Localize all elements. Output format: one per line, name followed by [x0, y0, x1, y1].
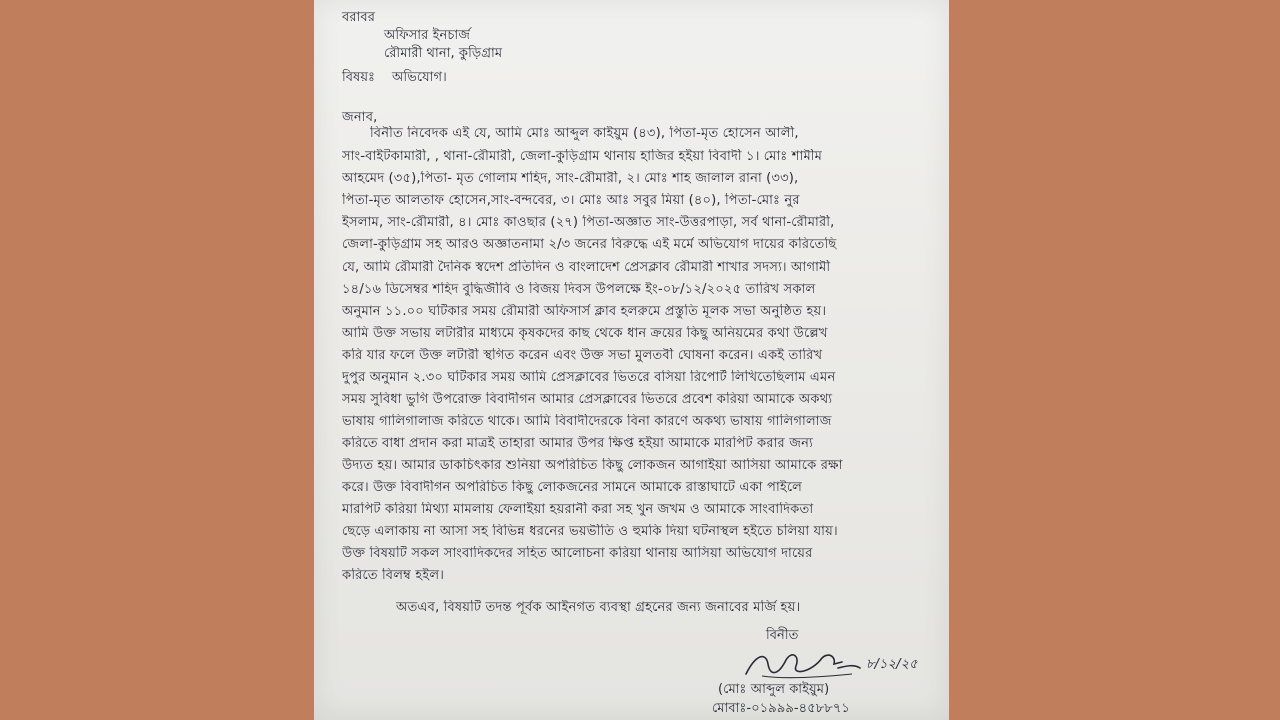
body-line: উদ্যত হয়। আমার ডাকচিৎকার শুনিয়া অপরিচিত কিছু লোকজন আগাইয়া আসিয়া আমাকে রক্ষা — [342, 458, 843, 473]
body-line: সময় সুবিধা ভুগি উপরোক্ত বিবাদীগন আমার প্রেসক্লাবের ভিতরে প্রবেশ করিয়া আমাকে অকথ্য — [342, 392, 833, 407]
signature-date: ৮/১২/২৫ — [866, 657, 918, 672]
background-left-panel — [0, 0, 314, 720]
body-line: সাং-বাইটকামারী, , থানা-রৌমারী, জেলা-কুড়িগ্রাম থানায় হাজির হইয়া বিবাদী ১। মোঃ শামীম — [342, 149, 823, 164]
subject-label: বিষয়ঃ — [342, 70, 376, 85]
greeting: জনাব, — [342, 110, 378, 125]
background-right-panel — [949, 0, 1280, 720]
body-line: জেলা-কুড়িগ্রাম সহ আরও অজ্ঞাতনামা ২/৩ জনের বিরুদ্ধে এই মর্মে অভিযোগ দায়ের করিতেছি — [342, 237, 837, 252]
body-line: ইসলাম, সাং-রৌমারী, ৪। মোঃ কাওছার (২৭) পিতা-অজ্ঞাত সাং-উত্তরপাড়া, সর্ব থানা-রৌমারী, — [342, 215, 835, 230]
body-line: উক্ত বিষয়টি সকল সাংবাদিকদের সহিত আলোচনা করিয়া থানায় আসিয়া অভিযোগ দায়ের — [342, 546, 813, 561]
body-line: ভাষায় গালিগালাজ করিতে থাকে। আমি বিবাদীদেরকে বিনা কারণে অকথ্য ভাষায় গালিগালাজ — [342, 414, 832, 429]
salutation-to: বরাবর — [342, 10, 375, 25]
signer-mobile: মোবাঃ-০১৯৯৯-৪৫৮৮৭১ — [712, 701, 850, 716]
body-line: অনুমান ১১.০০ ঘটিকার সময় রৌমারী অফিসার্স ক্লাব হলরুমে প্রস্তুতি মূলক সভা অনুষ্ঠিত হয়। — [342, 304, 827, 319]
body-line: আমি উক্ত সভায় লটারীর মাধ্যমে কৃষকদের কাছ থেকে ধান ক্রয়ের কিছু অনিয়মের কথা উল্লেখ — [342, 326, 828, 341]
recipient-address: রৌমারী থানা, কুড়িগ্রাম — [384, 46, 503, 61]
yours-faithfully: বিনীত — [766, 628, 799, 643]
recipient-title: অফিসার ইনচার্জ — [384, 28, 470, 43]
body-line: আহমেদ (৩৫),পিতা- মৃত গোলাম শহিদ, সাং-রৌমারী, ২। মোঃ শাহ জালাল রানা (৩৩), — [342, 171, 799, 186]
closing-request: অতএব, বিষয়টি তদন্ত পূর্বক আইনগত ব্যবস্থা গ্রহনের জন্য জনাবের মর্জি হয়। — [396, 600, 801, 615]
body-line: বিনীত নিবেদক এই যে, আমি মোঃ আব্দুল কাইয়ুম (৪৩), পিতা-মৃত হোসেন আলী, — [370, 126, 799, 141]
body-line: করে। উক্ত বিবাদীগন অপরিচিত কিছু লোকজনের সামনে আমাকে রাস্তাঘাটে একা পাইলে — [342, 480, 803, 495]
body-line: দুপুর অনুমান ২.৩০ ঘটিকার সময় আমি প্রেসক্লাবের ভিতরে বসিয়া রিপোর্ট লিখিতেছিলাম এমন — [342, 370, 836, 385]
body-line: পিতা-মৃত আলতাফ হোসেন,সাং-বন্দবের, ৩। মোঃ আঃ সবুর মিয়া (৪০), পিতা-মোঃ নুর — [342, 193, 800, 208]
body-line: ছেড়ে এলাকায় না আসা সহ বিভিন্ন ধরনের ভয়ভীতি ও হুমকি দিয়া ঘটনাস্থল হইতে চলিয়া যায়। — [342, 524, 838, 539]
body-line: করিতে বাধা প্রদান করা মাত্রই তাহারা আমার উপর ক্ষিপ্ত হইয়া আমাকে মারপিট করার জন্য — [342, 436, 813, 451]
subject-text: অভিযোগ। — [392, 70, 447, 85]
body-line: মারপিট করিয়া মিথ্যা মামলায় ফেলাইয়া হয়রানী করা সহ খুন জখম ও আমাকে সাংবাদিকতা — [342, 502, 814, 517]
body-line: করিতে বিলম্ব হইল। — [342, 568, 445, 583]
body-line: ১৪/১৬ ডিসেম্বর শহিদ বুদ্ধিজীবি ও বিজয় দিবস উপলক্ষে ইং-০৮/১২/২০২৫ তারিখ সকাল — [342, 282, 816, 297]
letter-page — [314, 0, 949, 720]
signer-name: (মোঃ আব্দুল কাইয়ুম) — [718, 682, 830, 697]
body-line: যে, আমি রৌমারী দৈনিক স্বদেশ প্রতিদিন ও বাংলাদেশ প্রেসক্লাব রৌমারী শাখার সদস্য। আগামী — [342, 260, 831, 275]
body-line: করি যার ফলে উক্ত লটারী স্থগিত করেন এবং উক্ত সভা মুলতবী ঘোষনা করেন। একই তারিখ — [342, 348, 823, 363]
